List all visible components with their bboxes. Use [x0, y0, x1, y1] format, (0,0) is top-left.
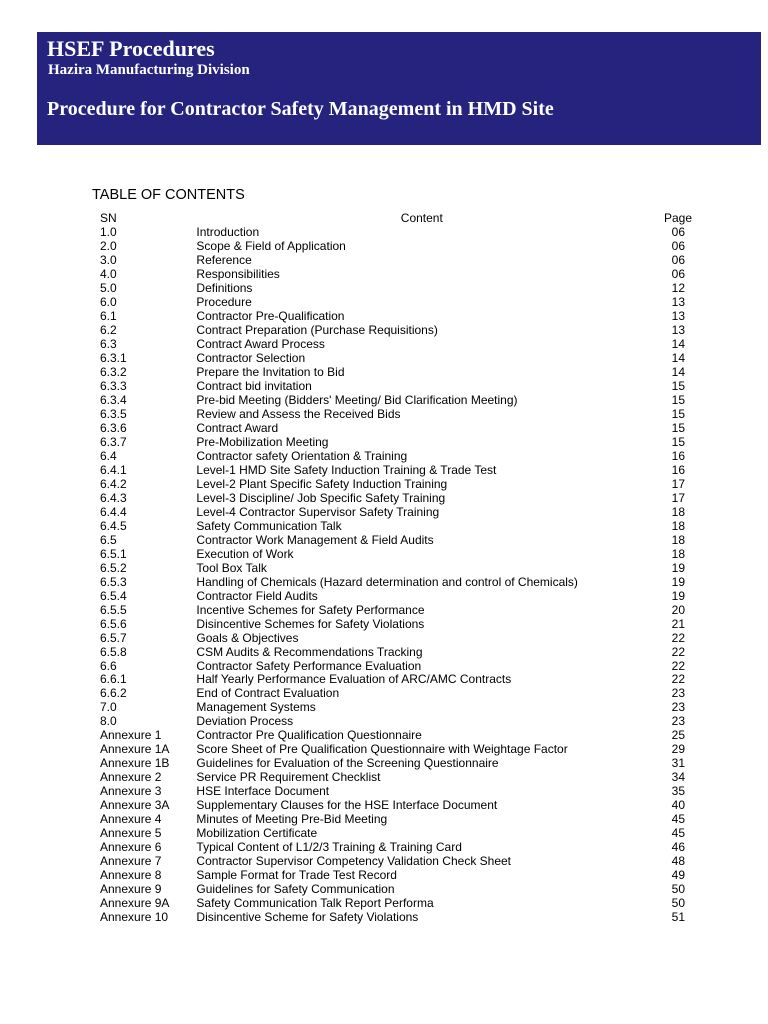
- toc-row: [100, 742, 700, 756]
- toc-row: [100, 854, 700, 868]
- toc-row: [100, 449, 700, 463]
- toc-page-number: 15: [671, 392, 685, 407]
- toc-row: [100, 505, 700, 519]
- toc-page-number: 34: [671, 770, 685, 785]
- toc-sn: 6.5.6: [100, 616, 127, 631]
- toc-sn: 6.2: [100, 322, 117, 337]
- toc-row: [100, 728, 700, 742]
- toc-row: [100, 295, 700, 309]
- toc-row: [100, 882, 700, 896]
- toc-sn: 2.0: [100, 238, 117, 253]
- toc-row: [100, 603, 700, 617]
- toc-sn: 8.0: [100, 714, 117, 729]
- toc-row: [100, 435, 700, 449]
- toc-entry-title: Introduction: [196, 224, 260, 239]
- toc-sn: 6.3.4: [100, 392, 127, 407]
- toc-sn: 6.4.5: [100, 518, 127, 533]
- toc-sn: Annexure 1A: [100, 742, 170, 757]
- toc-page-number: 15: [671, 420, 685, 435]
- toc-page-number: 13: [671, 308, 685, 323]
- toc-sn: 6.0: [100, 294, 117, 309]
- toc-page-number: 46: [671, 840, 685, 855]
- toc-row: [100, 519, 700, 533]
- toc-sn: 3.0: [100, 252, 117, 267]
- toc-entry-title: Typical Content of L1/2/3 Training & Training Card: [196, 840, 462, 855]
- toc-sn: 6.5.7: [100, 630, 127, 645]
- toc-page-number: 23: [671, 700, 685, 715]
- toc-entry-title: Level-1 HMD Site Safety Induction Training & Trade Test: [196, 462, 497, 477]
- toc-row: [100, 714, 700, 728]
- toc-page-number: 45: [671, 812, 685, 827]
- toc-entry-title: Half Yearly Performance Evaluation of ARC/AMC Contracts: [196, 672, 512, 687]
- toc-entry-title: Mobilization Certificate: [196, 826, 318, 841]
- toc-entry-title: Contractor Work Management & Field Audits: [196, 532, 434, 547]
- toc-page-number: 45: [671, 826, 685, 841]
- toc-row: [100, 868, 700, 882]
- toc-sn: Annexure 5: [100, 826, 162, 841]
- toc-page-number: 17: [671, 476, 685, 491]
- toc-row: [100, 421, 700, 435]
- toc-header-row: [100, 211, 700, 225]
- toc-sn: 6.3.3: [100, 378, 127, 393]
- toc-page-number: 18: [671, 546, 685, 561]
- toc-entry-title: Safety Communication Talk: [196, 518, 342, 533]
- toc-entry-title: Contractor safety Orientation & Training: [196, 448, 408, 463]
- toc-entry-title: Management Systems: [196, 700, 316, 715]
- toc-sn: 6.4.2: [100, 476, 127, 491]
- toc-entry-title: Pre-bid Meeting (Bidders' Meeting/ Bid Clarification Meeting): [196, 392, 518, 407]
- toc-row: [100, 477, 700, 491]
- toc-sn: 6.5.2: [100, 560, 127, 575]
- toc-sn: Annexure 8: [100, 868, 162, 883]
- toc-entry-title: Guidelines for Evaluation of the Screening Questionnaire: [196, 756, 499, 771]
- toc-row: [100, 253, 700, 267]
- toc-entry-title: Service PR Requirement Checklist: [196, 770, 381, 785]
- toc-page-number: 20: [671, 602, 685, 617]
- toc-entry-title: Prepare the Invitation to Bid: [196, 364, 345, 379]
- toc-sn: 6.6: [100, 658, 117, 673]
- toc-entry-title: Contractor Field Audits: [196, 588, 318, 603]
- toc-row: [100, 351, 700, 365]
- toc-sn: Annexure 3A: [100, 798, 170, 813]
- toc-page-number: 14: [671, 336, 685, 351]
- toc-sn: 6.4.4: [100, 504, 127, 519]
- toc-page-number: 15: [671, 406, 685, 421]
- toc-entry-title: HSE Interface Document: [196, 784, 330, 799]
- toc-sn: 6.3: [100, 336, 117, 351]
- toc-sn: Annexure 4: [100, 812, 162, 827]
- toc-entry-title: Goals & Objectives: [196, 630, 299, 645]
- toc-row: [100, 575, 700, 589]
- toc-entry-title: Contractor Safety Performance Evaluation: [196, 658, 422, 673]
- toc-entry-title: Contractor Selection: [196, 350, 306, 365]
- toc-row: [100, 812, 700, 826]
- toc-entry-title: Procedure: [196, 294, 252, 309]
- toc-page-number: 51: [671, 910, 685, 925]
- toc-row: [100, 239, 700, 253]
- toc-page-number: 23: [671, 686, 685, 701]
- toc-sn: 6.6.2: [100, 686, 127, 701]
- toc-entry-title: Sample Format for Trade Test Record: [196, 868, 397, 883]
- toc-table: [100, 211, 700, 924]
- toc-entry-title: Deviation Process: [196, 714, 294, 729]
- toc-row: [100, 463, 700, 477]
- toc-page-number: 40: [671, 798, 685, 813]
- toc-sn: Annexure 2: [100, 770, 162, 785]
- procedure-title: Procedure for Contractor Safety Management in HMD Site: [47, 98, 554, 120]
- toc-entry-title: Contractor Pre Qualification Questionnaire: [196, 728, 422, 743]
- toc-body: [100, 225, 700, 924]
- toc-sn: 6.1: [100, 308, 117, 323]
- toc-entry-title: Pre-Mobilization Meeting: [196, 434, 329, 449]
- toc-entry-title: Disincentive Scheme for Safety Violations: [196, 910, 419, 925]
- toc-sn: Annexure 9A: [100, 896, 170, 911]
- toc-entry-title: Guidelines for Safety Communication: [196, 882, 395, 897]
- toc-row: [100, 770, 700, 784]
- toc-page-number: 15: [671, 434, 685, 449]
- toc-row: [100, 547, 700, 561]
- toc-row: [100, 659, 700, 673]
- toc-entry-title: Contract Award: [196, 420, 279, 435]
- toc-row: [100, 686, 700, 700]
- toc-sn: 6.3.1: [100, 350, 127, 365]
- toc-heading: TABLE OF CONTENTS: [92, 187, 245, 203]
- toc-page-number: 06: [671, 238, 685, 253]
- toc-sn: Annexure 10: [100, 910, 169, 925]
- toc-row: [100, 645, 700, 659]
- toc-page-number: 19: [671, 560, 685, 575]
- toc-page-number: 18: [671, 504, 685, 519]
- header-banner: [37, 32, 761, 145]
- toc-row: [100, 533, 700, 547]
- toc-entry-title: End of Contract Evaluation: [196, 686, 340, 701]
- toc-row: [100, 365, 700, 379]
- toc-page-number: 50: [671, 882, 685, 897]
- toc-page-number: 13: [671, 322, 685, 337]
- toc-sn: 6.5.8: [100, 644, 127, 659]
- toc-entry-title: Incentive Schemes for Safety Performance: [196, 602, 425, 617]
- toc-sn: Annexure 6: [100, 840, 162, 855]
- toc-page-number: 16: [671, 462, 685, 477]
- toc-sn: Annexure 7: [100, 854, 162, 869]
- toc-sn: 6.4.1: [100, 462, 127, 477]
- toc-sn: 6.3.5: [100, 406, 127, 421]
- toc-row: [100, 281, 700, 295]
- toc-sn: Annexure 1: [100, 728, 162, 743]
- toc-page-number: 50: [671, 896, 685, 911]
- toc-sn: 7.0: [100, 700, 117, 715]
- toc-page-number: 19: [671, 588, 685, 603]
- toc-entry-title: Definitions: [196, 280, 253, 295]
- division-subtitle: Hazira Manufacturing Division: [48, 62, 250, 78]
- toc-page-number: 31: [671, 756, 685, 771]
- toc-row: [100, 896, 700, 910]
- toc-entry-title: Responsibilities: [196, 266, 280, 281]
- toc-row: [100, 337, 700, 351]
- toc-column-content: Content: [400, 211, 443, 225]
- toc-entry-title: Safety Communication Talk Report Performa: [196, 896, 434, 911]
- toc-column-sn: SN: [100, 211, 117, 225]
- toc-row: [100, 798, 700, 812]
- toc-row: [100, 323, 700, 337]
- toc-page-number: 29: [671, 742, 685, 757]
- toc-sn: 4.0: [100, 266, 117, 281]
- document-series-title: HSEF Procedures: [47, 36, 215, 61]
- toc-page-number: 13: [671, 294, 685, 309]
- toc-row: [100, 267, 700, 281]
- toc-page-number: 14: [671, 350, 685, 365]
- toc-page-number: 06: [671, 266, 685, 281]
- toc-page-number: 22: [671, 672, 685, 687]
- toc-page-number: 14: [671, 364, 685, 379]
- toc-entry-title: Level-4 Contractor Supervisor Safety Training: [196, 504, 440, 519]
- toc-row: [100, 840, 700, 854]
- toc-entry-title: Disincentive Schemes for Safety Violations: [196, 616, 425, 631]
- toc-page-number: 19: [671, 574, 685, 589]
- toc-row: [100, 309, 700, 323]
- toc-page-number: 23: [671, 714, 685, 729]
- toc-sn: 6.4: [100, 448, 117, 463]
- toc-entry-title: Level-2 Plant Specific Safety Induction Training: [196, 476, 448, 491]
- toc-sn: 5.0: [100, 280, 117, 295]
- toc-entry-title: Minutes of Meeting Pre-Bid Meeting: [196, 812, 388, 827]
- toc-sn: 6.5.4: [100, 588, 127, 603]
- toc-sn: 6.3.2: [100, 364, 127, 379]
- toc-entry-title: Level-3 Discipline/ Job Specific Safety Training: [196, 490, 446, 505]
- toc-entry-title: Handling of Chemicals (Hazard determination and control of Chemicals): [196, 574, 578, 589]
- toc-page-number: 49: [671, 868, 685, 883]
- toc-page-number: 17: [671, 490, 685, 505]
- toc-page-number: 18: [671, 518, 685, 533]
- toc-entry-title: Execution of Work: [196, 546, 294, 561]
- toc-row: [100, 756, 700, 770]
- toc-row: [100, 672, 700, 686]
- toc-sn: Annexure 9: [100, 882, 162, 897]
- toc-entry-title: Contract Award Process: [196, 336, 325, 351]
- toc-row: [100, 589, 700, 603]
- toc-row: [100, 393, 700, 407]
- toc-row: [100, 826, 700, 840]
- toc-row: [100, 379, 700, 393]
- toc-row: [100, 784, 700, 798]
- toc-page-number: 22: [671, 644, 685, 659]
- toc-entry-title: Contract bid invitation: [196, 378, 312, 393]
- toc-row: [100, 910, 700, 924]
- toc-page-number: 22: [671, 658, 685, 673]
- toc-entry-title: Tool Box Talk: [196, 560, 267, 575]
- toc-entry-title: Score Sheet of Pre Qualification Questionnaire with Weightage Factor: [196, 742, 568, 757]
- toc-row: [100, 225, 700, 239]
- toc-page-number: 06: [671, 224, 685, 239]
- toc-entry-title: Contract Preparation (Purchase Requisitions): [196, 322, 438, 337]
- toc-row: [100, 407, 700, 421]
- toc-row: [100, 561, 700, 575]
- toc-sn: Annexure 3: [100, 784, 162, 799]
- toc-sn: 6.5.1: [100, 546, 127, 561]
- toc-page-number: 25: [671, 728, 685, 743]
- toc-entry-title: Supplementary Clauses for the HSE Interface Document: [196, 798, 498, 813]
- toc-entry-title: Scope & Field of Application: [196, 238, 346, 253]
- toc-row: [100, 631, 700, 645]
- toc-sn: 6.5: [100, 532, 117, 547]
- toc-entry-title: CSM Audits & Recommendations Tracking: [196, 644, 423, 659]
- toc-entry-title: Reference: [196, 252, 252, 267]
- toc-sn: 1.0: [100, 224, 117, 239]
- toc-page-number: 21: [671, 616, 685, 631]
- toc-row: [100, 700, 700, 714]
- toc-page-number: 22: [671, 630, 685, 645]
- toc-page-number: 18: [671, 532, 685, 547]
- toc-page-number: 06: [671, 252, 685, 267]
- toc-sn: 6.5.3: [100, 574, 127, 589]
- toc-row: [100, 617, 700, 631]
- toc-row: [100, 491, 700, 505]
- toc-sn: Annexure 1B: [100, 756, 170, 771]
- toc-page-number: 15: [671, 378, 685, 393]
- toc-entry-title: Review and Assess the Received Bids: [196, 406, 401, 421]
- toc-page-number: 12: [671, 280, 685, 295]
- toc-sn: 6.6.1: [100, 672, 127, 687]
- toc-sn: 6.3.7: [100, 434, 127, 449]
- toc-column-page: Page: [663, 211, 692, 225]
- toc-sn: 6.3.6: [100, 420, 127, 435]
- toc-sn: 6.5.5: [100, 602, 127, 617]
- toc-entry-title: Contractor Supervisor Competency Validation Check Sheet: [196, 854, 512, 869]
- toc-sn: 6.4.3: [100, 490, 127, 505]
- toc-page-number: 35: [671, 784, 685, 799]
- toc-entry-title: Contractor Pre-Qualification: [196, 308, 345, 323]
- toc-page-number: 16: [671, 448, 685, 463]
- toc-page-number: 48: [671, 854, 685, 869]
